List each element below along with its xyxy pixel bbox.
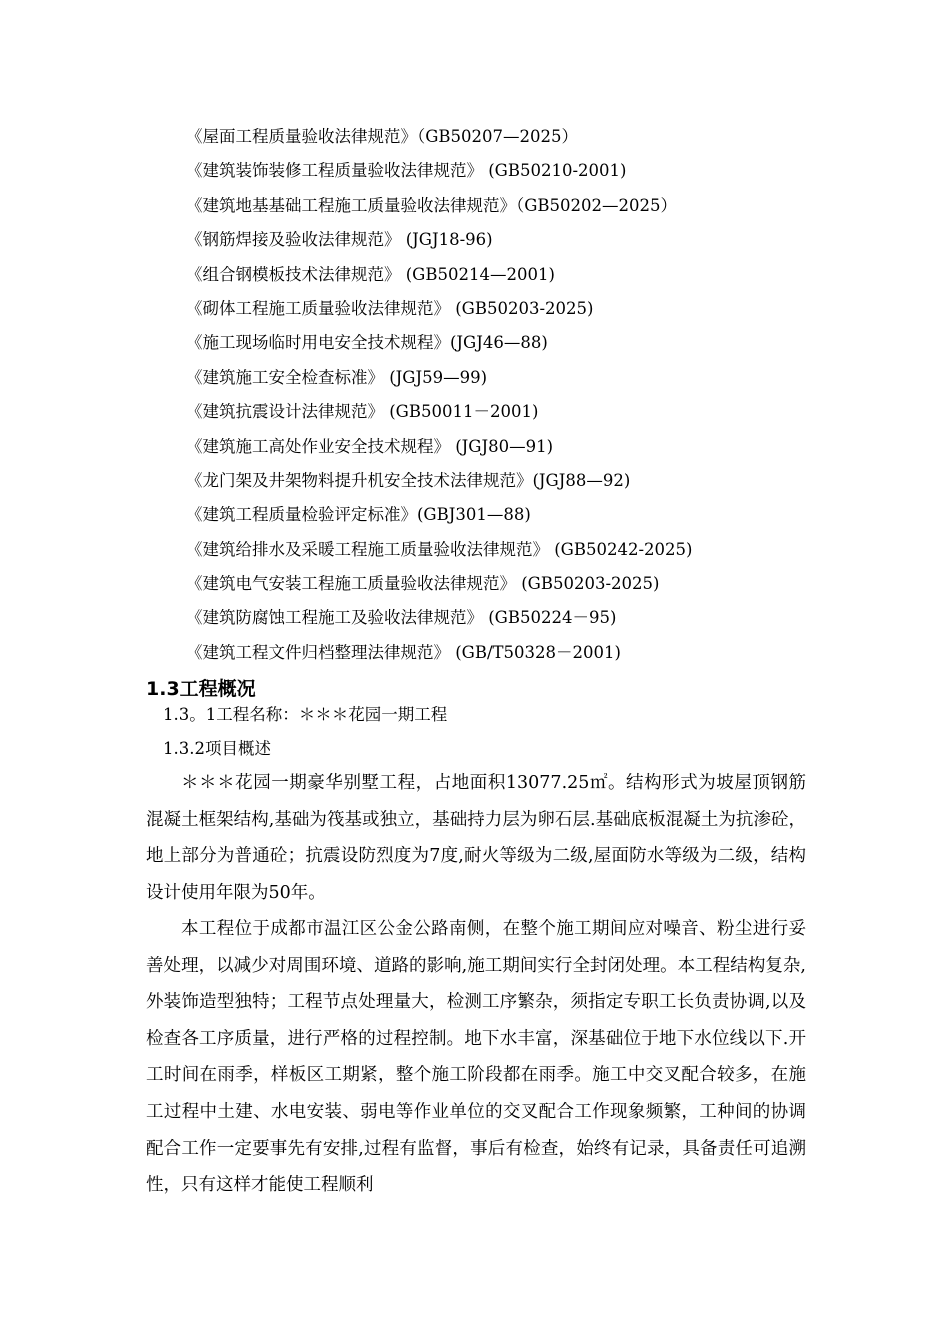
standard-item: 《建筑电气安装工程施工质量验收法律规范》 (GB50203-2025): [186, 574, 660, 594]
standard-item: 《建筑施工安全检查标准》 (JGJ59—99): [186, 367, 488, 387]
standard-item: 《钢筋焊接及验收法律规范》 (JGJ18-96): [186, 230, 493, 250]
standard-item: 《建筑防腐蚀工程施工及验收法律规范》 (GB50224－95): [186, 608, 617, 628]
standard-item: 《龙门架及井架物料提升机安全技术法律规范》(JGJ88—92): [186, 470, 631, 490]
project-name-line: 1.3。1工程名称：＊＊＊花园一期工程: [163, 705, 448, 724]
standard-item: 《建筑给排水及采暖工程施工质量验收法律规范》 (GB50242-2025): [186, 539, 693, 559]
overview-paragraph: ＊＊＊花园一期豪华别墅工程，占地面积13077.25㎡。结构形式为坡屋顶钢筋混凝土框架结构,基础为筏基或独立，基础持力层为卵石层.基础底板混凝土为抗渗砼，地上部分为普通砼；抗震设防烈度为7度,耐火等级为二级,屋面防水等级为二级，结构设计使用年限为50年。: [146, 773, 806, 903]
standard-item: 《建筑工程文件归档整理法律规范》 (GB/T50328－2001): [186, 642, 621, 662]
location-paragraph: 本工程位于成都市温江区公金公路南侧，在整个施工期间应对噪音、粉尘进行妥善处理，以减少对周围环境、道路的影响,施工期间实行全封闭处理。本工程结构复杂,外装饰造型独特；工程节点处理量大，检测工序繁杂，须指定专职工长负责协调,以及检查各工序质量，进行严格的过程控制。地下水丰富，深基础位于地下水位线以下.开工时间在雨季，样板区工期紧，整个施工阶段都在雨季。施工中交叉配合较多，在施工过程中土建、水电安装、弱电等作业单位的交叉配合工作现象频繁，工种间的协调配合工作一定要事先有安排,过程有监督，事后有检查，始终有记录，具备责任可追溯性，只有这样才能使工程顺利: [146, 919, 806, 1196]
standard-item: 《建筑地基基础工程施工质量验收法律规范》（GB50202—2025）: [186, 195, 678, 215]
standard-item: 《建筑抗震设计法律规范》 (GB50011－2001): [186, 402, 539, 422]
standard-item: 《建筑装饰装修工程质量验收法律规范》 (GB50210-2001): [186, 161, 627, 181]
standard-item: 《建筑工程质量检验评定标准》(GBJ301—88): [186, 505, 531, 525]
standard-item: 《屋面工程质量验收法律规范》（GB50207—2025）: [186, 127, 579, 146]
overview-heading: 1.3.2项目概述: [163, 739, 271, 758]
standard-item: 《施工现场临时用电安全技术规程》(JGJ46—88): [186, 333, 548, 353]
standard-item: 《建筑施工高处作业安全技术规程》 (JGJ80—91): [186, 436, 554, 456]
standard-item: 《组合钢模板技术法律规范》 (GB50214—2001): [186, 264, 555, 284]
standards-list: [0, 120, 950, 670]
standard-item: 《砌体工程施工质量验收法律规范》 (GB50203-2025): [186, 298, 594, 318]
section-heading: 1.3工程概况: [146, 678, 256, 700]
